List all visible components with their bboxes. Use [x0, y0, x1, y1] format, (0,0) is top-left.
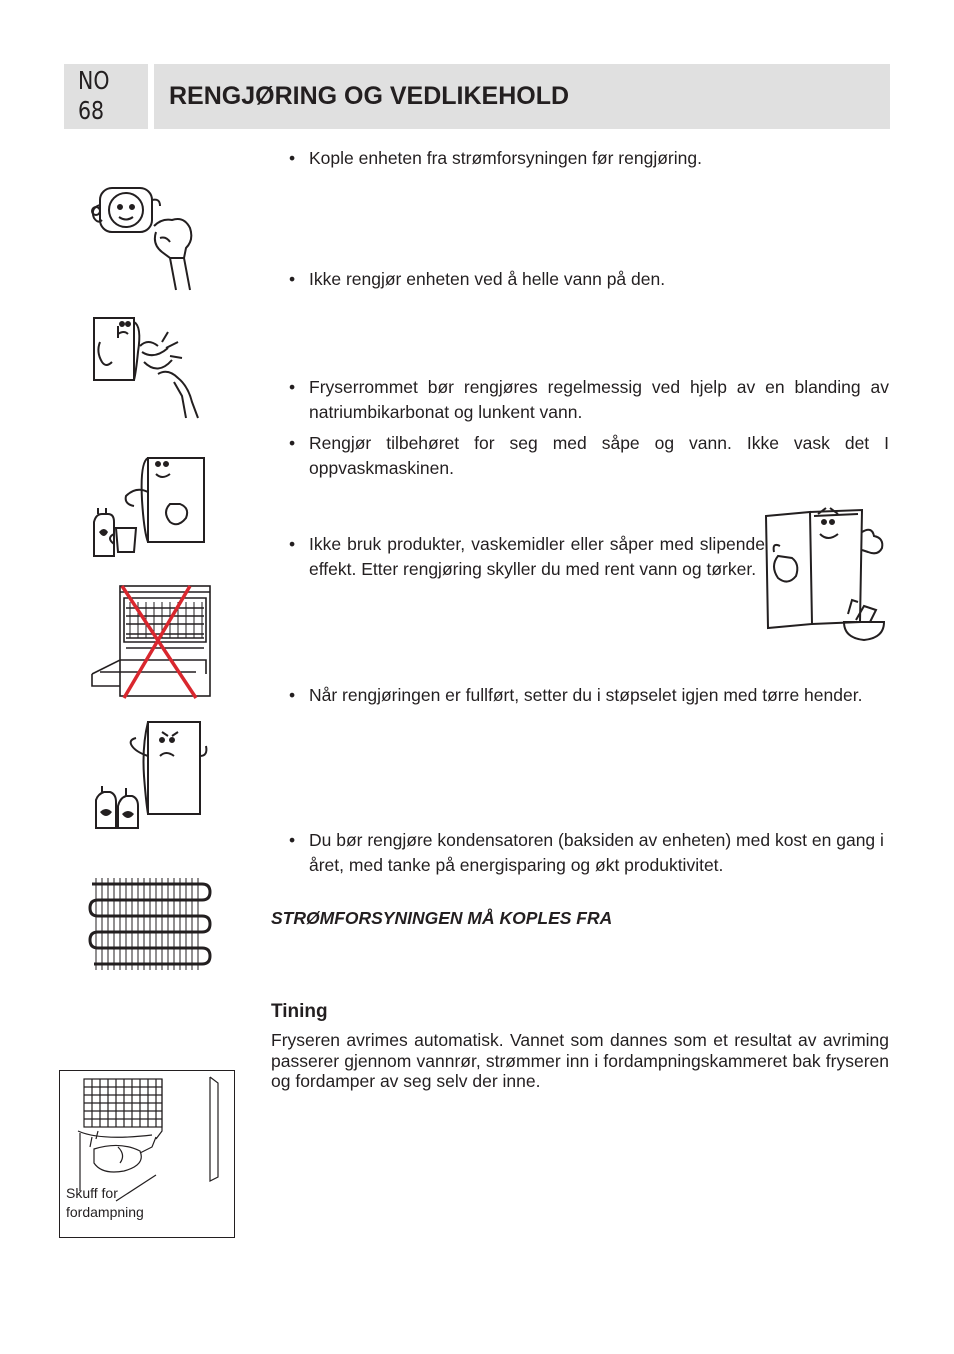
bullet-dot: •	[289, 269, 296, 289]
socket-unplug-icon	[86, 180, 214, 298]
bullet-text: Fryserrommet bør rengjøres regelmessig ved hjelp av en blanding av natriumbikarbonat og lunkent vann.	[309, 377, 889, 422]
bullet-text: Rengjør tilbehøret for seg med såpe og vann. Ikke vask det I oppvaskmaskinen.	[309, 433, 889, 478]
bullet-text: Ikke rengjør enheten ved å helle vann på den.	[309, 269, 666, 289]
bullet-dot: •	[289, 433, 296, 453]
bullet-dot: •	[289, 685, 296, 705]
bullet-text: Du bør rengjøre kondensatoren (baksiden av enheten) med kost en gang i året, med tanke på energisparing og økt produktivitet.	[309, 830, 884, 875]
bullet-dot: •	[289, 377, 296, 397]
defrost-heading: Tining	[271, 1001, 328, 1022]
language-code: NO	[78, 66, 110, 95]
bullet-dot: •	[289, 534, 296, 554]
bullet-text: Ikke bruk produkter, vaskemidler eller såper med slipende effekt. Etter rengjøring skyller du med rent vann og tørker.	[309, 534, 765, 579]
defrost-paragraph: Fryseren avrimes automatisk. Vannet som dannes som et resultat av avriming passerer gjennom vannrør, strømmer inn i fordampningskammeret bak fryseren og fordamper av seg selv der inne.	[271, 1030, 889, 1091]
fridge-detergent-icon	[86, 716, 210, 834]
section-title: RENGJØRING OG VEDLIKEHOLD	[169, 82, 570, 110]
evaporation-drawer-figure	[59, 1070, 235, 1238]
drawer-label: Skuff for fordampning	[66, 1185, 144, 1220]
bullet-text: Kople enheten fra strømforsyningen før rengjøring.	[309, 148, 702, 168]
fridge-open-sponge-icon	[752, 502, 894, 652]
power-warning: STRØMFORSYNINGEN MÅ KOPLES FRA	[271, 908, 613, 928]
bullet-text: Når rengjøringen er fullført, setter du i støpselet igjen med tørre hender.	[309, 685, 863, 705]
condenser-coil-icon	[84, 874, 214, 974]
dishwasher-crossed-icon	[86, 578, 214, 700]
fridge-water-spray-icon	[88, 312, 208, 424]
bullet-dot: •	[289, 830, 296, 850]
section-title-bar	[154, 64, 890, 129]
fridge-cleaning-icon	[86, 452, 210, 562]
bullet-dot: •	[289, 148, 296, 168]
language-page-box	[64, 64, 148, 129]
page-number: 68	[78, 96, 105, 125]
